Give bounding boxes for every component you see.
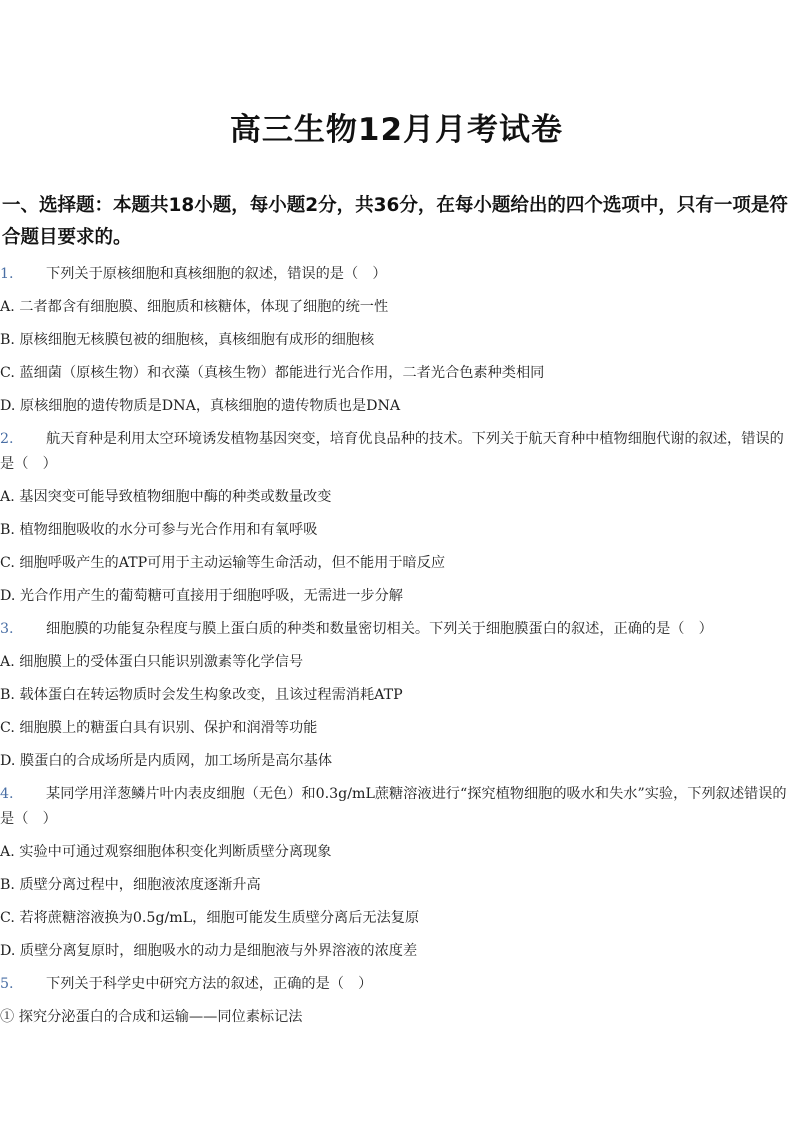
option-text: 探究分泌蛋白的合成和运输——同位素标记法: [18, 1009, 303, 1025]
statement-1: [0, 1005, 790, 1038]
option-text: 若将蔗糖溶液换为0.5g/mL，细胞可能发生质壁分离后无法复原: [19, 910, 420, 926]
option-b: [0, 518, 790, 551]
question-text: 细胞膜的功能复杂程度与膜上蛋白质的种类和数量密切相关。下列关于细胞膜蛋白的叙述，正确的是（ ）: [46, 621, 713, 637]
exam-title: 高三生物12月月考试卷: [229, 112, 564, 148]
option-c: [0, 361, 790, 394]
option-letter: B.: [0, 687, 15, 703]
option-letter: C.: [0, 910, 15, 926]
option-letter: A.: [0, 844, 15, 860]
question-stem: [0, 262, 790, 295]
question-stem: [0, 972, 790, 1005]
option-text: 细胞膜上的糖蛋白具有识别、保护和润滑等功能: [19, 720, 318, 736]
option-a: [0, 485, 790, 518]
option-letter: A.: [0, 299, 15, 315]
question-number: 3.: [0, 621, 14, 637]
option-text: 质壁分离过程中，细胞液浓度逐渐升高: [19, 877, 261, 893]
option-b: [0, 873, 790, 906]
option-letter: A.: [0, 654, 15, 670]
option-b: [0, 328, 790, 361]
option-d: [0, 584, 790, 617]
option-letter: C.: [0, 555, 15, 571]
option-text: 光合作用产生的葡萄糖可直接用于细胞呼吸，无需进一步分解: [19, 588, 403, 604]
question-3: [0, 617, 790, 782]
question-number: 4.: [0, 786, 14, 802]
question-5: [0, 972, 790, 1038]
question-list: [0, 262, 790, 1038]
question-number: 1.: [0, 266, 14, 282]
option-c: [0, 906, 790, 939]
section-heading: 一、选择题：本题共18小题，每小题2分，共36分，在每小题给出的四个选项中，只有一项是符合题目要求的。: [2, 195, 788, 248]
question-stem: [0, 427, 790, 485]
option-text: 蓝细菌（原核生物）和衣藻（真核生物）都能进行光合作用，二者光合色素种类相同: [19, 365, 545, 381]
option-d: [0, 749, 790, 782]
option-a: [0, 840, 790, 873]
option-text: 原核细胞无核膜包被的细胞核，真核细胞有成形的细胞核: [19, 332, 375, 348]
question-number: 2.: [0, 431, 14, 447]
option-text: 细胞膜上的受体蛋白只能识别激素等化学信号: [19, 654, 304, 670]
option-letter: D.: [0, 398, 16, 414]
option-text: 原核细胞的遗传物质是DNA，真核细胞的遗传物质也是DNA: [19, 398, 401, 414]
option-letter: ①: [0, 1009, 15, 1025]
question-1: [0, 262, 790, 427]
option-a: [0, 295, 790, 328]
option-text: 细胞呼吸产生的ATP可用于主动运输等生命活动，但不能用于暗反应: [19, 555, 446, 571]
option-letter: B.: [0, 877, 15, 893]
option-letter: B.: [0, 332, 15, 348]
option-b: [0, 683, 790, 716]
option-text: 质壁分离复原时，细胞吸水的动力是细胞液与外界溶液的浓度差: [19, 943, 418, 959]
question-4: [0, 782, 790, 972]
option-c: [0, 551, 790, 584]
option-letter: C.: [0, 365, 15, 381]
option-letter: D.: [0, 588, 16, 604]
option-letter: B.: [0, 522, 15, 538]
option-text: 实验中可通过观察细胞体积变化判断质壁分离现象: [19, 844, 332, 860]
question-stem: [0, 782, 790, 840]
option-text: 植物细胞吸收的水分可参与光合作用和有氧呼吸: [19, 522, 318, 538]
question-2: [0, 427, 790, 617]
question-stem: [0, 617, 790, 650]
option-d: [0, 394, 790, 427]
option-text: 二者都含有细胞膜、细胞质和核糖体，体现了细胞的统一性: [19, 299, 389, 315]
option-letter: D.: [0, 943, 16, 959]
question-text: 航天育种是利用太空环境诱发植物基因突变，培育优良品种的技术。下列关于航天育种中植物细胞代谢的叙述，错误的是（ ）: [0, 431, 784, 472]
option-d: [0, 939, 790, 972]
question-number: 5.: [0, 976, 14, 992]
question-text: 下列关于科学史中研究方法的叙述，正确的是（ ）: [46, 976, 373, 992]
option-text: 基因突变可能导致植物细胞中酶的种类或数量改变: [19, 489, 332, 505]
option-a: [0, 650, 790, 683]
option-text: 膜蛋白的合成场所是内质网，加工场所是高尔基体: [19, 753, 333, 769]
option-text: 载体蛋白在转运物质时会发生构象改变，且该过程需消耗ATP: [19, 687, 403, 703]
option-letter: C.: [0, 720, 15, 736]
option-c: [0, 716, 790, 749]
question-text: 某同学用洋葱鳞片叶内表皮细胞（无色）和0.3g/mL蔗糖溶液进行“探究植物细胞的吸水和失水”实验，下列叙述错误的是（ ）: [0, 786, 787, 827]
question-text: 下列关于原核细胞和真核细胞的叙述，错误的是（ ）: [46, 266, 387, 282]
option-letter: D.: [0, 753, 16, 769]
option-letter: A.: [0, 489, 15, 505]
